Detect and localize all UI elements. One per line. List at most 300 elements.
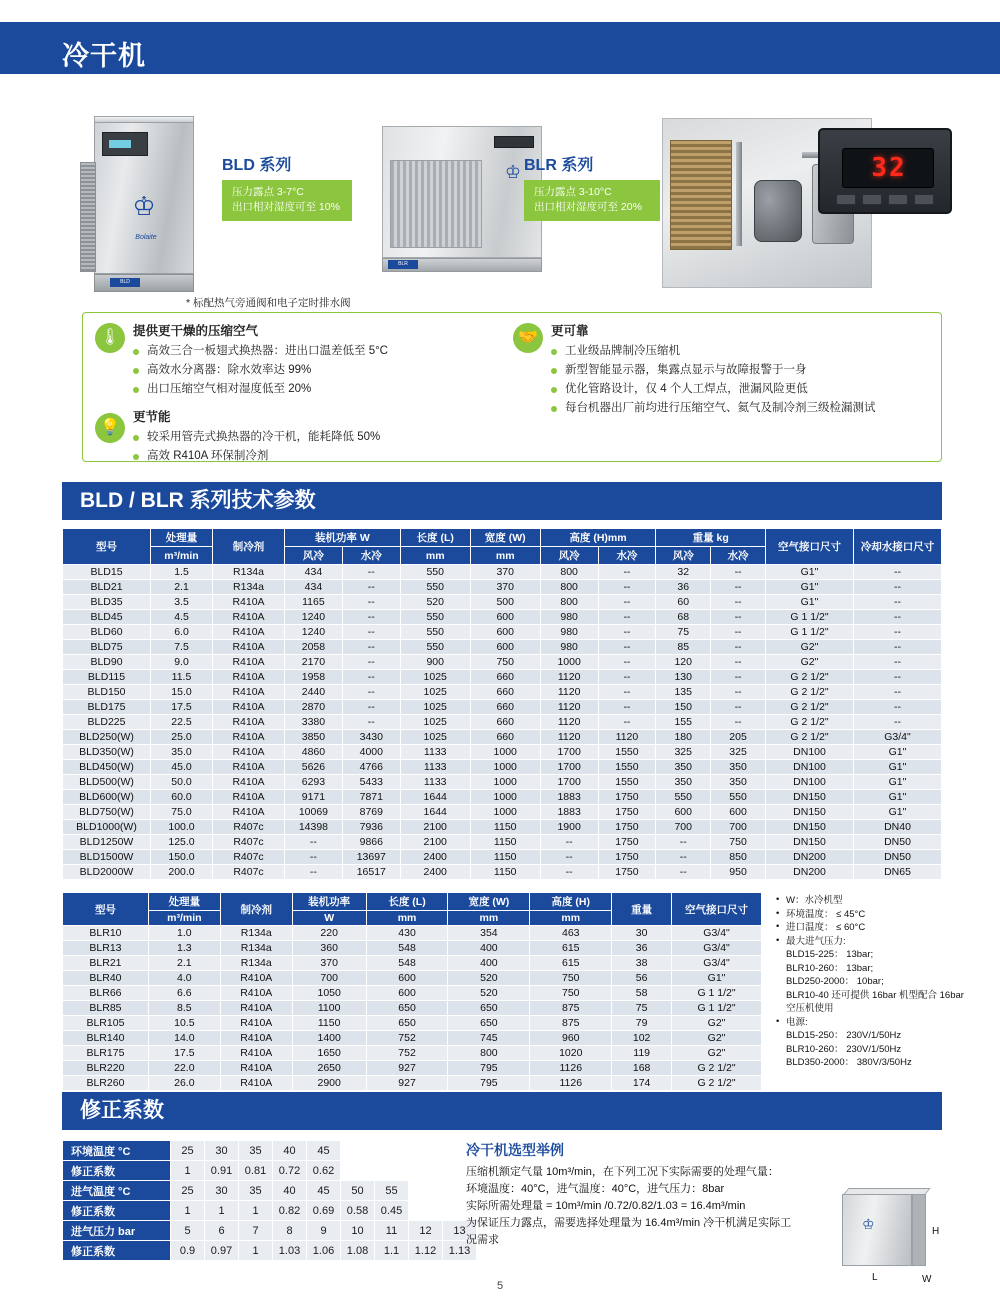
blr-control-panel [494, 136, 534, 148]
col-model: 型号 [63, 893, 149, 926]
spec-section-title: BLD / BLR 系列技术参数 [62, 482, 942, 520]
correction-cell: 11 [375, 1221, 409, 1241]
correction-cell: 1.1 [375, 1241, 409, 1261]
cell-value: 150.0 [151, 850, 213, 865]
cell-value: 370 [470, 565, 540, 580]
table-row [63, 820, 942, 835]
cell-value: 1000 [470, 775, 540, 790]
cell-value: -- [656, 850, 711, 865]
blr-header-row-1 [63, 893, 762, 911]
cell-value: -- [598, 655, 656, 670]
compressor [754, 180, 802, 242]
cell-model: BLD90 [63, 655, 151, 670]
correction-row [63, 1141, 477, 1161]
cell-value: R410A [220, 971, 292, 986]
cell-value: 1126 [530, 1076, 612, 1091]
cell-value: 174 [612, 1076, 672, 1091]
cell-value: G 2 1/2" [766, 730, 854, 745]
cell-model: BLD1500W [63, 850, 151, 865]
cell-value: 2440 [285, 685, 343, 700]
correction-cell-empty [375, 1161, 409, 1181]
col-weight: 重量 [612, 893, 672, 926]
correction-cell: 12 [409, 1221, 443, 1241]
blr-ventilation-grill [390, 160, 482, 248]
cell-value: R134a [220, 941, 292, 956]
cell-value: G1" [854, 760, 942, 775]
cell-value: -- [711, 715, 766, 730]
cell-value: 1025 [400, 730, 470, 745]
cell-value: 520 [400, 595, 470, 610]
cell-value: 3.5 [151, 595, 213, 610]
cell-value: 2870 [285, 700, 343, 715]
cell-value: 79 [612, 1016, 672, 1031]
col-air-port: 空气接口尺寸 [672, 893, 762, 926]
controller-buttons [836, 194, 940, 206]
cell-value: 660 [470, 685, 540, 700]
cell-value: DN65 [854, 865, 942, 880]
cell-value: 6.0 [151, 625, 213, 640]
cell-value: 2400 [400, 865, 470, 880]
cell-value: 1150 [292, 1016, 366, 1031]
blr-dryer-photo [382, 126, 547, 296]
cell-value: 980 [540, 610, 598, 625]
cell-value: 13697 [342, 850, 400, 865]
cell-value: R134a [220, 926, 292, 941]
note-item: BLR10-260： 13bar; [786, 962, 874, 974]
col-weight-air: 风冷 [656, 547, 711, 565]
cell-value: 750 [530, 971, 612, 986]
cell-value: 135 [656, 685, 711, 700]
cell-value: R407c [213, 835, 285, 850]
cell-value: 750 [711, 835, 766, 850]
col-width-unit: mm [470, 547, 540, 565]
cell-value: 1240 [285, 610, 343, 625]
cell-model: BLR10 [63, 926, 149, 941]
cell-value: 200.0 [151, 865, 213, 880]
cell-value: DN40 [854, 820, 942, 835]
cell-value: 130 [656, 670, 711, 685]
cell-value: 800 [448, 1046, 530, 1061]
cell-value: R410A [213, 805, 285, 820]
cell-model: BLD1000(W) [63, 820, 151, 835]
cell-value: -- [342, 715, 400, 730]
cell-value: 2.1 [148, 956, 220, 971]
correction-row-label: 修正系数 [63, 1201, 171, 1221]
cell-model: BLD60 [63, 625, 151, 640]
cell-value: 430 [366, 926, 448, 941]
table-row [63, 745, 942, 760]
cell-value: 1000 [540, 655, 598, 670]
controller-button[interactable] [888, 194, 908, 205]
cell-value: 600 [470, 610, 540, 625]
cell-value: DN50 [854, 835, 942, 850]
cell-value: G 1 1/2" [766, 625, 854, 640]
product-photos [62, 104, 942, 304]
table-row [63, 1061, 762, 1076]
correction-cell-empty [409, 1201, 443, 1221]
feature-item: 工业级品牌制冷压缩机 [551, 342, 933, 361]
correction-row [63, 1241, 477, 1261]
cell-value: -- [656, 835, 711, 850]
feature-item: 高效三合一板翅式换热器：进出口温差低至 5°C [133, 342, 507, 361]
cell-value: 168 [612, 1061, 672, 1076]
correction-cell: 13 [443, 1221, 477, 1241]
cell-value: 150 [656, 700, 711, 715]
cell-value: -- [598, 595, 656, 610]
cell-value: -- [342, 685, 400, 700]
refrigerant-pipe [736, 142, 742, 246]
bld-spec-table [62, 528, 942, 880]
cell-value: 9171 [285, 790, 343, 805]
cell-value: -- [854, 670, 942, 685]
correction-cell: 1.03 [273, 1241, 307, 1261]
cell-value: 4.5 [151, 610, 213, 625]
cell-value: 38 [612, 956, 672, 971]
cell-value: G 2 1/2" [766, 715, 854, 730]
cell-value: 8.5 [148, 1001, 220, 1016]
page-title: 冷干机 [62, 41, 146, 71]
cell-value: 1958 [285, 670, 343, 685]
col-width: 宽度 (W) [448, 893, 530, 911]
cell-value: -- [711, 610, 766, 625]
cell-value: 1025 [400, 700, 470, 715]
cell-value: -- [854, 715, 942, 730]
feature-item: 出口压缩空气相对湿度低至 20% [133, 380, 507, 399]
cell-value: 520 [448, 971, 530, 986]
cell-value: -- [598, 670, 656, 685]
table-row [63, 790, 942, 805]
cell-value: 1150 [470, 835, 540, 850]
table-row [63, 1046, 762, 1061]
bld-base [94, 274, 194, 292]
feature-item: 较采用管壳式换热器的冷干机，能耗降低 50% [133, 428, 507, 447]
cell-value: 800 [540, 595, 598, 610]
blr-spec-tag [524, 180, 660, 221]
col-capacity: 处理量 [151, 529, 213, 547]
cell-value: R410A [213, 700, 285, 715]
cell-value: 1.5 [151, 565, 213, 580]
table-row [63, 805, 942, 820]
cell-value: 600 [470, 640, 540, 655]
table-row [63, 850, 942, 865]
cell-value: G1" [766, 580, 854, 595]
table-row [63, 1001, 762, 1016]
cell-value: 1000 [470, 790, 540, 805]
cell-value: 6.6 [148, 986, 220, 1001]
cell-value: 4766 [342, 760, 400, 775]
cell-value: -- [711, 565, 766, 580]
correction-cell-empty [409, 1141, 443, 1161]
note-item: BLD350-2000： 380V/3/50Hz [786, 1057, 912, 1068]
brand-logo-icon: ♔ [862, 1216, 875, 1232]
table-row [63, 760, 942, 775]
cell-value: -- [598, 700, 656, 715]
col-power-air: 风冷 [285, 547, 343, 565]
cell-value: R410A [220, 1031, 292, 1046]
correction-cell-empty [409, 1161, 443, 1181]
correction-cell: 55 [375, 1181, 409, 1201]
cell-model: BLD500(W) [63, 775, 151, 790]
feature-item: 优化管路设计，仅 4 个人工焊点，泄漏风险更低 [551, 380, 933, 399]
cell-value: 1.3 [148, 941, 220, 956]
cell-value: 500 [470, 595, 540, 610]
note-item: BLD15-250： 230V/1/50Hz [786, 1030, 902, 1041]
cell-value: 102 [612, 1031, 672, 1046]
cell-value: 660 [470, 700, 540, 715]
correction-cell: 1.06 [307, 1241, 341, 1261]
sketch-side-face [912, 1194, 926, 1266]
table-row [63, 956, 762, 971]
cell-value: G3/4" [672, 956, 762, 971]
col-power-unit: W [292, 911, 366, 926]
cell-value: 58 [612, 986, 672, 1001]
col-height: 高度 (H)mm [540, 529, 656, 547]
controller-button[interactable] [862, 194, 882, 205]
cell-value: -- [598, 610, 656, 625]
cell-value: -- [711, 670, 766, 685]
correction-row-label: 环境温度 °C [63, 1141, 171, 1161]
bld-model-badge: BLD [110, 278, 140, 287]
cell-value: G2" [672, 1031, 762, 1046]
cell-value: 1900 [540, 820, 598, 835]
cell-value: R134a [213, 565, 285, 580]
correction-cell: 40 [273, 1181, 307, 1201]
cell-value: 795 [448, 1076, 530, 1091]
cell-value: 3430 [342, 730, 400, 745]
cell-value: 1.0 [148, 926, 220, 941]
cell-value: 1644 [400, 790, 470, 805]
col-length: 长度 (L) [400, 529, 470, 547]
table-row [63, 926, 762, 941]
cell-value: 660 [470, 730, 540, 745]
col-water-port: 冷却水接口尺寸 [854, 529, 942, 565]
table-row [63, 835, 942, 850]
cell-value: -- [854, 700, 942, 715]
example-title: 冷干机选型举例 [466, 1142, 564, 1158]
feature-item: 高效水分离器：除水效率达 99% [133, 361, 507, 380]
example-line: 压缩机额定气量 10m³/min，在下列工况下实际需要的处理气量： [466, 1166, 779, 1178]
cell-value: R410A [213, 625, 285, 640]
cell-value: 1700 [540, 775, 598, 790]
cell-value: 17.5 [151, 700, 213, 715]
correction-cell: 40 [273, 1141, 307, 1161]
note-item: BLR10-40 还可提供 16bar 机型配合 16bar 空压机使用 [786, 989, 964, 1014]
cell-model: BLD750(W) [63, 805, 151, 820]
cell-value: 550 [400, 625, 470, 640]
cell-value: 980 [540, 625, 598, 640]
cell-model: BLD35 [63, 595, 151, 610]
cell-value: 7.5 [151, 640, 213, 655]
cell-model: BLR105 [63, 1016, 149, 1031]
cell-value: R410A [213, 595, 285, 610]
cell-value: 30 [612, 926, 672, 941]
table-row [63, 865, 942, 880]
cell-value: 14398 [285, 820, 343, 835]
cell-value: 360 [292, 941, 366, 956]
bld-series-label: BLD 系列 [222, 157, 292, 174]
cell-value: G1" [854, 745, 942, 760]
correction-cell: 5 [171, 1221, 205, 1241]
cell-value: 350 [656, 775, 711, 790]
cell-model: BLR220 [63, 1061, 149, 1076]
bld-brand-text: Bolaite [135, 234, 157, 241]
cell-value: 520 [448, 986, 530, 1001]
cell-value: 980 [540, 640, 598, 655]
cell-model: BLD1250W [63, 835, 151, 850]
col-weight-water: 水冷 [711, 547, 766, 565]
cell-value: 7871 [342, 790, 400, 805]
cell-value: R407c [213, 865, 285, 880]
brand-logo-icon: ♔ [132, 191, 156, 221]
cell-value: 1650 [292, 1046, 366, 1061]
cell-value: R134a [213, 580, 285, 595]
correction-cell: 35 [239, 1141, 273, 1161]
cell-model: BLD225 [63, 715, 151, 730]
controller-screen [842, 148, 934, 188]
cell-value: -- [854, 595, 942, 610]
note-item: BLD15-225： 13bar; [786, 949, 874, 960]
blr-table-body [63, 926, 762, 1091]
col-length-unit: mm [366, 911, 448, 926]
cell-value: 205 [711, 730, 766, 745]
correction-cell: 50 [341, 1181, 375, 1201]
controller-button[interactable] [914, 194, 934, 205]
bld-tag-line1: 压力露点 3-7°C [232, 186, 304, 198]
sketch-width-label: W [922, 1274, 932, 1285]
bld-tag-line2: 出口相对湿度可至 10% [232, 201, 340, 213]
cell-value: 119 [612, 1046, 672, 1061]
cell-value: 4000 [342, 745, 400, 760]
cell-value: 400 [448, 956, 530, 971]
cell-value: 927 [366, 1076, 448, 1091]
col-air-port: 空气接口尺寸 [766, 529, 854, 565]
cell-value: 11.5 [151, 670, 213, 685]
cell-value: 600 [366, 971, 448, 986]
cell-value: 1120 [598, 730, 656, 745]
correction-cell: 0.62 [307, 1161, 341, 1181]
cell-value: 350 [656, 760, 711, 775]
correction-cell-empty [341, 1141, 375, 1161]
table-row [63, 655, 942, 670]
cell-value: 1000 [470, 760, 540, 775]
cell-value: G1" [766, 565, 854, 580]
cell-value: 1025 [400, 670, 470, 685]
blr-table-head [63, 893, 762, 926]
example-line: 实际所需处理量 = 10m³/min /0.72/0.82/1.03 = 16.4m³/min [466, 1200, 746, 1212]
cell-value: G1" [854, 790, 942, 805]
cell-value: 350 [711, 775, 766, 790]
cell-value: 1883 [540, 805, 598, 820]
cell-value: 1750 [598, 820, 656, 835]
cell-value: 548 [366, 941, 448, 956]
cell-value: 4860 [285, 745, 343, 760]
cell-value: 60.0 [151, 790, 213, 805]
cell-value: 25.0 [151, 730, 213, 745]
cell-value: 9866 [342, 835, 400, 850]
correction-cell: 9 [307, 1221, 341, 1241]
cell-value: 1165 [285, 595, 343, 610]
correction-factor-table [62, 1140, 477, 1261]
cell-value: 1120 [540, 715, 598, 730]
controller-button[interactable] [836, 194, 856, 205]
cell-value: 1150 [470, 865, 540, 880]
cell-value: 1550 [598, 745, 656, 760]
cell-value: 434 [285, 565, 343, 580]
page-number: 5 [496, 1280, 504, 1292]
cell-value: 180 [656, 730, 711, 745]
cell-value: 22.0 [148, 1061, 220, 1076]
cell-value: -- [540, 850, 598, 865]
cell-value: -- [711, 580, 766, 595]
col-capacity-unit: m³/min [151, 547, 213, 565]
correction-cell: 10 [341, 1221, 375, 1241]
note-item: • 电源: [776, 1016, 976, 1030]
cell-model: BLR85 [63, 1001, 149, 1016]
cell-value: 10.5 [148, 1016, 220, 1031]
cell-value: 75 [656, 625, 711, 640]
cell-value: 900 [400, 655, 470, 670]
cell-model: BLD250(W) [63, 730, 151, 745]
cell-value: 2650 [292, 1061, 366, 1076]
cell-value: 550 [400, 565, 470, 580]
cell-value: R407c [213, 820, 285, 835]
cell-value: 550 [400, 610, 470, 625]
cell-value: 6293 [285, 775, 343, 790]
cell-value: G 1 1/2" [672, 1001, 762, 1016]
cell-value: -- [342, 595, 400, 610]
col-refrigerant: 制冷剂 [220, 893, 292, 926]
correction-cell-empty [375, 1141, 409, 1161]
table-row [63, 941, 762, 956]
cell-value: DN150 [766, 805, 854, 820]
cell-value: 650 [366, 1001, 448, 1016]
correction-row-label: 修正系数 [63, 1161, 171, 1181]
correction-row [63, 1161, 477, 1181]
cell-value: 325 [656, 745, 711, 760]
cell-value: -- [854, 685, 942, 700]
col-capacity: 处理量 [148, 893, 220, 911]
cell-model: BLR40 [63, 971, 149, 986]
handshake-icon: 🤝 [513, 323, 543, 353]
cell-value: -- [342, 655, 400, 670]
cell-value: G3/4" [854, 730, 942, 745]
cell-value: 50.0 [151, 775, 213, 790]
cell-value: 1120 [540, 700, 598, 715]
cell-value: -- [598, 625, 656, 640]
cell-value: 550 [656, 790, 711, 805]
cell-value: DN200 [766, 850, 854, 865]
correction-cell: 0.81 [239, 1161, 273, 1181]
table-row [63, 1076, 762, 1091]
cell-value: 15.0 [151, 685, 213, 700]
cell-value: R410A [213, 790, 285, 805]
cell-value: 7936 [342, 820, 400, 835]
correction-cell-empty [341, 1161, 375, 1181]
internal-components-photo [662, 118, 952, 298]
cell-value: 850 [711, 850, 766, 865]
blr-series-label: BLR 系列 [524, 157, 594, 174]
cell-value: 927 [366, 1061, 448, 1076]
cell-value: 85 [656, 640, 711, 655]
cell-model: BLR21 [63, 956, 149, 971]
cell-model: BLD45 [63, 610, 151, 625]
cell-value: 56 [612, 971, 672, 986]
cell-value: R410A [220, 1016, 292, 1031]
correction-cell: 1 [171, 1201, 205, 1221]
cell-model: BLD21 [63, 580, 151, 595]
correction-cell: 0.69 [307, 1201, 341, 1221]
cell-value: -- [342, 565, 400, 580]
